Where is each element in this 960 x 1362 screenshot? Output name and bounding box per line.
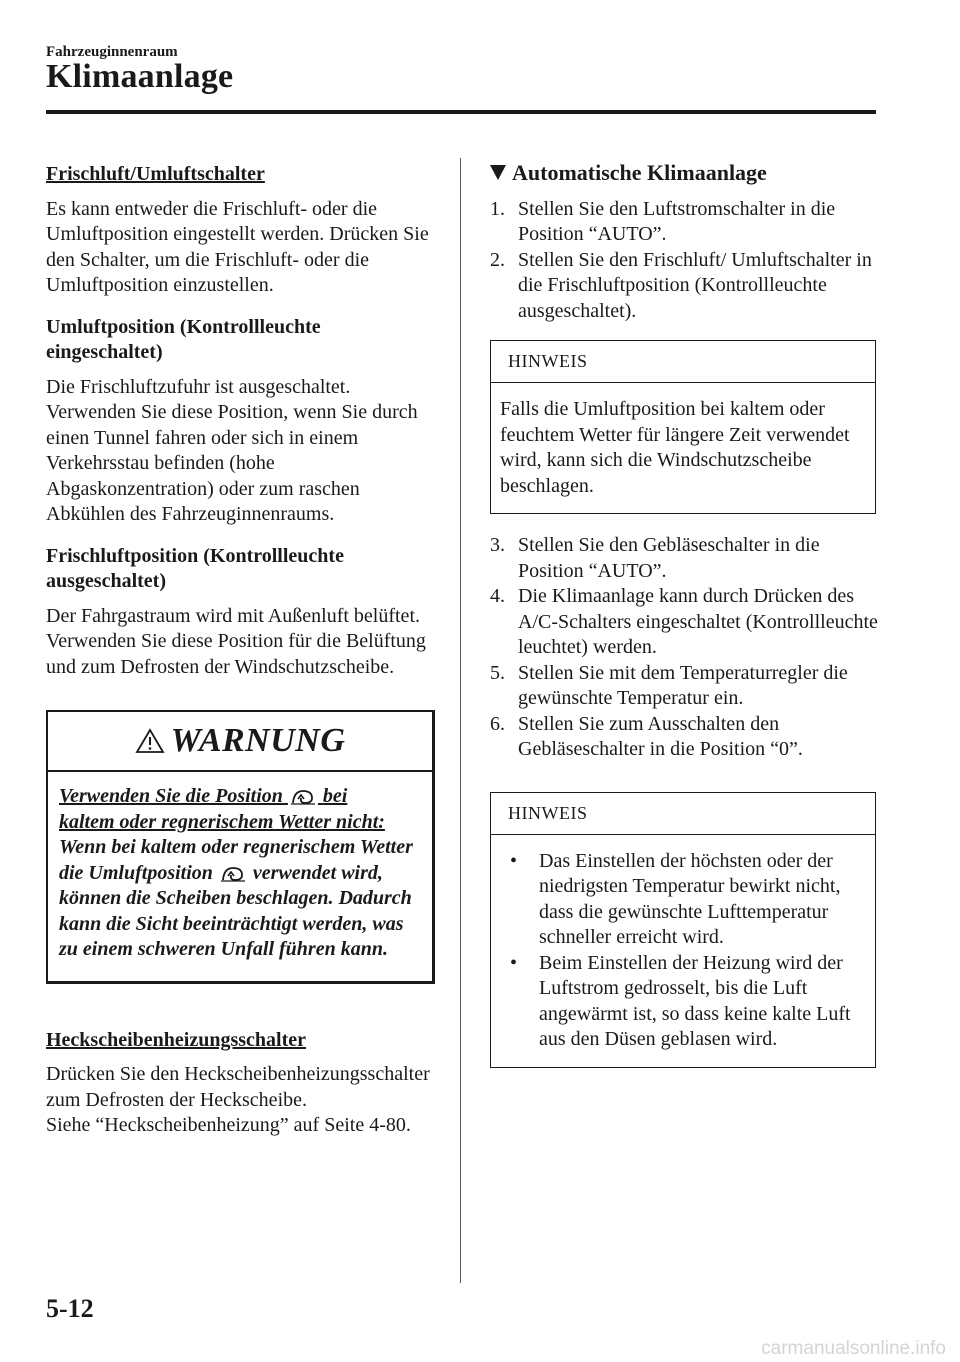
step-number: 2. [490,248,505,271]
warning-text-a: Wenn bei kaltem oder regnerischem Wetter die Umluftposition [59,836,413,884]
list-item [490,712,880,763]
step-text: Stellen Sie den Gebläseschalter in die Position “AUTO”. [518,534,820,582]
rear-defrost-reference: Siehe “Heckscheibenheizung” auf Seite 4-80. [46,1114,411,1136]
recirculation-icon [220,865,246,883]
list-item [490,248,880,325]
step-text: Stellen Sie den Frischluft/ Umluftschalter in die Frischluftposition (Kontrollleuchte ausgeschaltet). [518,248,872,322]
warning-header [48,712,432,772]
step-number: 5. [490,661,505,684]
steps-list-b [490,533,880,763]
step-text: Die Klimaanlage kann durch Drücken des A/C-Schalters eingeschaltet (Kontrollleuchte leuchtet) werden. [518,585,878,658]
bullet-marker: • [510,951,518,974]
warning-body [48,772,432,981]
steps-list-a [490,197,880,325]
note-text: Falls die Umluftposition bei kaltem oder feuchtem Wetter für längere Zeit verwendet wird, kann sich die Windschutzscheibe beschlagen. [500,398,850,497]
warning-text-b: verwendet wird, können die Scheiben beschlagen. Dadurch kann die Sicht beeinträchtigt werden, was zu einem schweren Unfall führen kann. [59,861,412,960]
recirc-heading: Umluftposition (Kontrollleuchte eingeschaltet) [46,315,321,363]
watermark: carmanualsonline.info [761,1338,946,1359]
auto-climate-heading-text: Automatische Klimaanlage [512,160,767,185]
warning-lead-a: Verwenden Sie die Position [59,785,283,807]
header-rule [46,110,876,114]
step-text: Stellen Sie zum Ausschalten den Gebläseschalter in die Position “0”. [518,712,803,760]
warning-text [59,835,422,963]
page-title: Klimaanlage [46,58,234,95]
switch-text: Es kann entweder die Frischluft- oder die Umluftposition eingestellt werden. Drücken Sie den Schalter, um die Frischluft- oder die Umluftposition einzustellen. [46,197,429,296]
note-box-1 [490,340,876,514]
note-label: HINWEIS [491,341,875,383]
bullet-marker: • [510,849,518,872]
step-number: 3. [490,534,505,556]
rear-defrost-heading: Heckscheibenheizungsschalter [46,1028,306,1051]
fresh-heading: Frischluftposition (Kontrollleuchte ausgeschaltet) [46,544,344,592]
bullet-text: Beim Einstellen der Heizung wird der Luftstrom gedrosselt, bis die Luft angewärmt ist, so dass keine kalte Luft aus den Düsen geblasen wird. [539,951,851,1050]
step-number: 6. [490,712,505,735]
warning-lead-line2: kaltem oder regnerischem Wetter nicht: [59,810,385,833]
list-item [490,197,880,248]
fresh-text: Der Fahrgastraum wird mit Außenluft belüftet. Verwenden Sie diese Position für die Belüftung und zum Defrosten der Windschutzscheibe. [46,604,426,678]
section-label: Fahrzeuginnenraum [46,44,178,60]
warning-title: WARNUNG [170,722,346,760]
list-item [500,951,865,1053]
page-number: 5-12 [46,1294,94,1323]
note-bullets [491,835,875,1067]
step-number: 4. [490,585,505,607]
warning-triangle-icon [135,728,165,754]
list-item [490,661,880,712]
triangle-marker-icon [490,165,506,180]
note-label: HINWEIS [491,793,875,835]
warning-lead-b: bei [322,785,348,807]
warning-lead-line1 [59,784,422,810]
list-item [490,584,880,661]
auto-climate-heading [490,160,880,186]
list-item [490,533,880,584]
right-column [490,160,880,1087]
step-text: Stellen Sie mit dem Temperaturregler die gewünschte Temperatur ein. [518,661,848,709]
bullet-text: Das Einstellen der höchsten oder der niedrigsten Temperatur bewirkt nicht, dass die gewünschte Lufttemperatur schneller erreicht wird. [539,849,841,948]
switch-heading: Frischluft/Umluftschalter [46,163,265,185]
recirculation-icon [290,788,316,806]
left-column [46,162,436,1139]
rear-defrost-text: Drücken Sie den Heckscheibenheizungsschalter zum Defrosten der Heckscheibe. [46,1063,430,1111]
note-box-2 [490,792,876,1068]
warning-box [46,710,435,984]
step-text: Stellen Sie den Luftstromschalter in die Position “AUTO”. [518,197,836,245]
step-number: 1. [490,197,505,220]
recirc-text: Die Frischluftzufuhr ist ausgeschaltet. Verwenden Sie diese Position, wenn Sie durch einen Tunnel fahren oder sich in einem Verkehrsstau befinden (hohe Abgaskonzentration) oder zum raschen Abkühlen des Fahrzeuginnenraums. [46,375,418,525]
column-divider [460,158,461,1283]
list-item [500,849,865,951]
